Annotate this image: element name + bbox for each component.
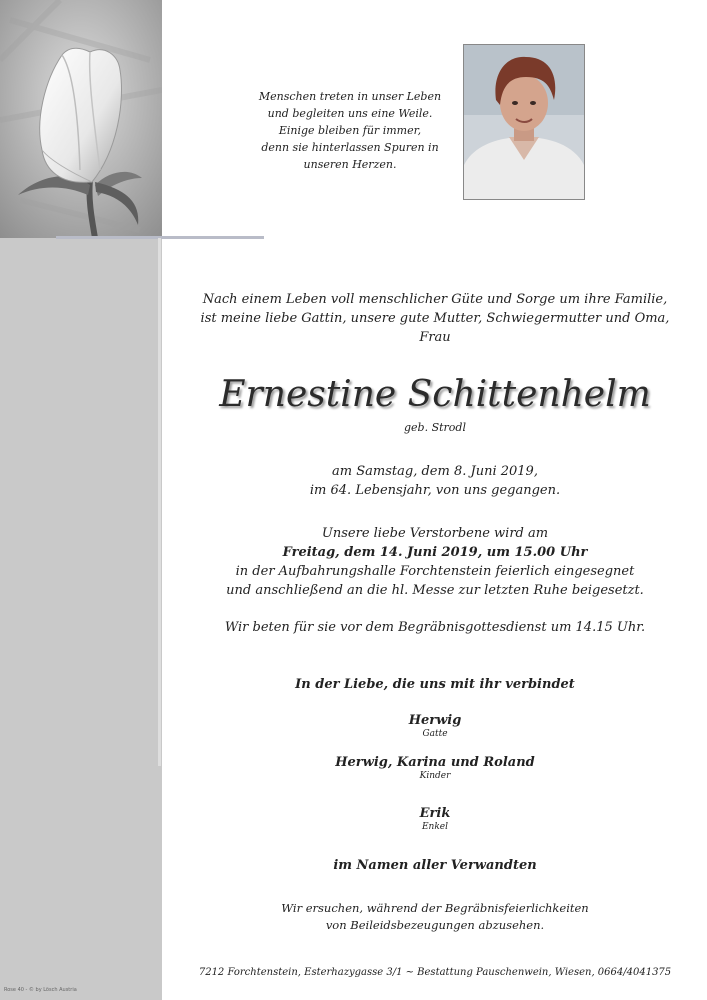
image-credit: Rose 40 - © by Lösch Austria (4, 987, 77, 993)
all-relatives-line: im Namen aller Verwandten (333, 858, 537, 873)
condolence-request (185, 900, 685, 934)
funeral-burial-line: und anschließend an die hl. Messe zur letzten Ruhe beigesetzt. (226, 583, 644, 598)
funeral-intro-line: Unsere liebe Verstorbene wird am (321, 526, 549, 541)
funeral-details (185, 524, 685, 600)
mourner-name: Erik (419, 806, 451, 821)
quote-line: denn sie hinterlassen Spuren in (261, 141, 439, 154)
quote-line: Einige bleiben für immer, (278, 124, 422, 137)
portrait-photo (463, 44, 585, 200)
prayer-notice: Wir beten für sie vor dem Begräbnisgottesdienst um 14.15 Uhr. (224, 620, 646, 635)
intro-text (185, 290, 685, 347)
rose-image (0, 0, 162, 238)
maiden-name: geb. Strodl (404, 421, 466, 434)
funeral-location-line: in der Aufbahrungshalle Forchtenstein feierlich eingesegnet (235, 564, 635, 579)
death-age-line: im 64. Lebensjahr, von uns gegangen. (309, 483, 561, 498)
mourner-relation: Enkel (421, 822, 449, 832)
intro-line: Nach einem Leben voll menschlicher Güte und Sorge um ihre Familie, (202, 292, 668, 307)
quote-line: und begleiten uns eine Weile. (267, 107, 433, 120)
request-line: Wir ersuchen, während der Begräbnisfeierlichkeiten (281, 901, 589, 915)
death-notice (185, 462, 685, 500)
mourner-group (185, 806, 685, 833)
footer-contact: 7212 Forchtenstein, Esterhazygasse 3/1 ~ Bestattung Pauschenwein, Wiesen, 0664/4041375 (198, 967, 672, 978)
request-line: von Beileidsbezeugungen abzusehen. (325, 918, 545, 932)
mourner-name: Herwig (408, 713, 462, 728)
mourner-relation: Kinder (419, 771, 451, 781)
mourner-group (185, 755, 685, 782)
love-line: In der Liebe, die uns mit ihr verbindet (295, 677, 575, 692)
mourner-name: Herwig, Karina und Roland (335, 755, 535, 770)
intro-line: ist meine liebe Gattin, unsere gute Mutter, Schwiegermutter und Oma, (200, 311, 670, 326)
quote-line: unseren Herzen. (303, 158, 397, 171)
funeral-date: Freitag, dem 14. Juni 2019, um 15.00 Uhr (282, 545, 588, 560)
death-date-line: am Samstag, dem 8. Juni 2019, (332, 464, 538, 479)
deceased-name: Ernestine Schittenhelm (219, 374, 651, 415)
mourner-relation: Gatte (422, 729, 448, 739)
strip-edge-divider (158, 238, 161, 766)
mourner-group (185, 713, 685, 740)
intro-line: Frau (419, 330, 451, 345)
memorial-quote (235, 88, 465, 173)
quote-line: Menschen treten in unser Leben (258, 90, 442, 103)
